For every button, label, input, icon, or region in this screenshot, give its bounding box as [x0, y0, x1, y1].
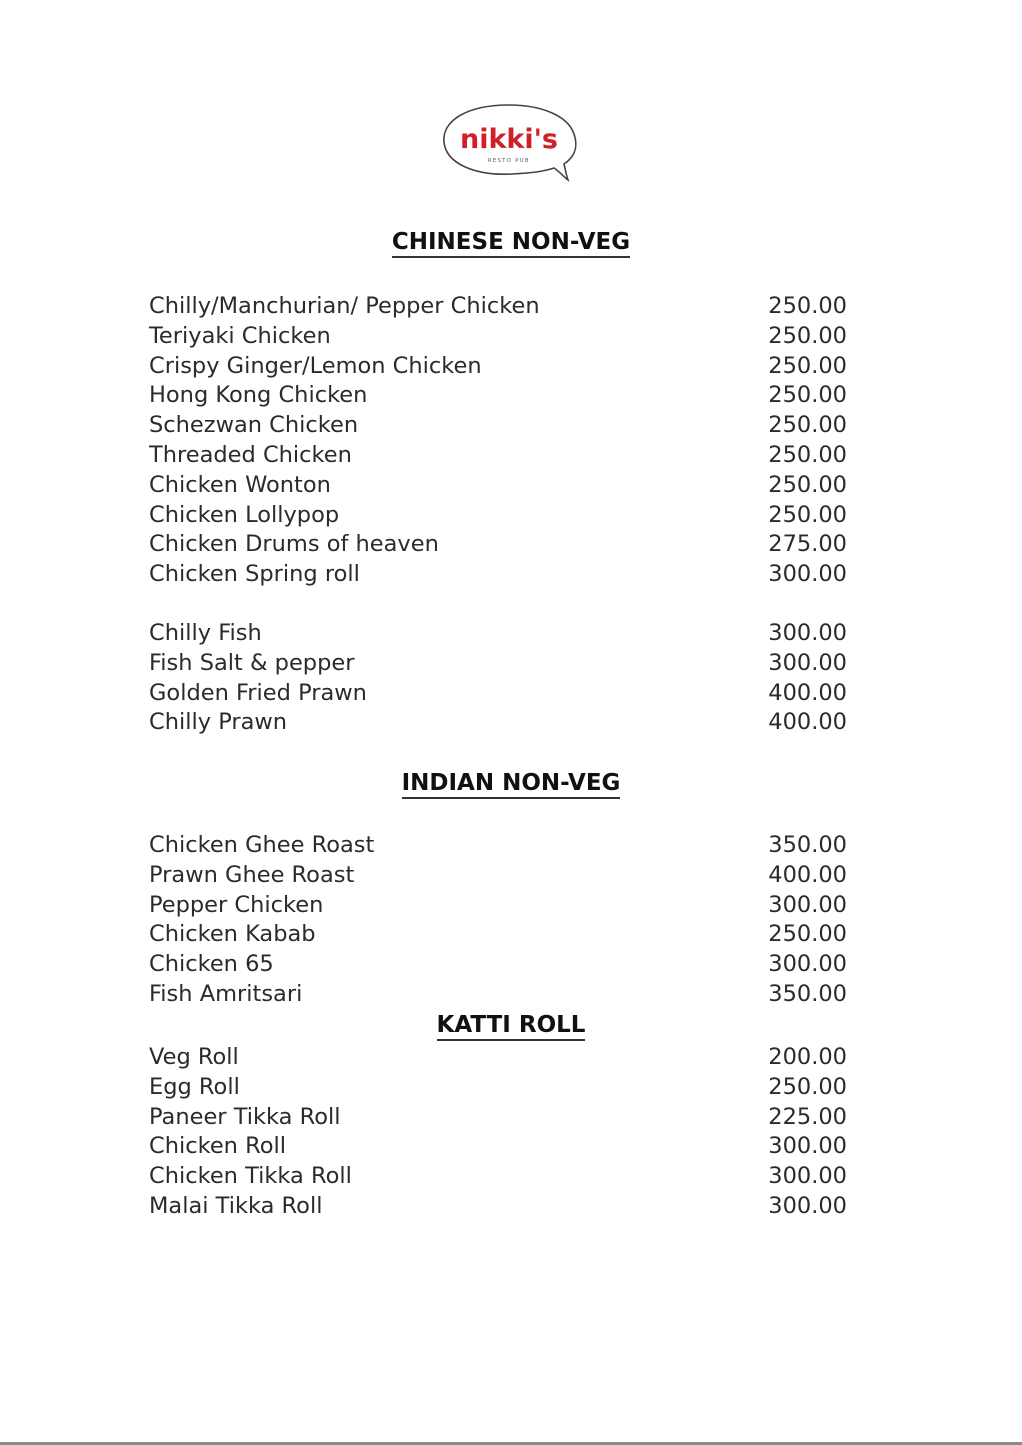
- menu-item: [149, 980, 849, 1010]
- item-price: 250.00: [768, 293, 847, 319]
- item-price: 300.00: [768, 561, 847, 588]
- item-name: Prawn Ghee Roast: [149, 861, 355, 888]
- item-price: 300.00: [768, 891, 847, 918]
- menu-item: [149, 352, 849, 382]
- item-price: 400.00: [768, 709, 847, 736]
- item-price: 200.00: [768, 1044, 847, 1070]
- menu-list-indian-non-veg: [149, 831, 849, 1010]
- item-price: 350.00: [768, 980, 847, 1007]
- menu-item: [149, 920, 849, 950]
- menu-item: [149, 441, 849, 471]
- menu-item: [149, 1132, 849, 1162]
- item-price: 400.00: [768, 861, 847, 888]
- item-name: Teriyaki Chicken: [149, 322, 331, 349]
- item-name: Hong Kong Chicken: [149, 382, 368, 409]
- item-price: 400.00: [768, 679, 847, 706]
- item-price: 300.00: [768, 620, 847, 646]
- menu-item: [149, 381, 849, 411]
- item-name: Golden Fried Prawn: [149, 679, 367, 706]
- item-price: 300.00: [768, 649, 847, 676]
- item-name: Chicken Lollypop: [149, 501, 340, 528]
- svg-text:RESTO PUB: RESTO PUB: [488, 158, 530, 164]
- item-price: 300.00: [768, 1133, 847, 1160]
- item-name: Chicken Wonton: [149, 471, 331, 498]
- menu-item: [149, 292, 849, 322]
- menu-list-katti-roll: [149, 1043, 849, 1222]
- item-name: Chicken Ghee Roast: [149, 832, 375, 858]
- item-name: Chicken Drums of heaven: [149, 531, 439, 558]
- item-name: Chicken Kabab: [149, 921, 316, 948]
- svg-text:nikki's: nikki's: [460, 124, 558, 155]
- item-price: 250.00: [768, 1073, 847, 1100]
- item-price: 250.00: [768, 322, 847, 349]
- item-name: Fish Amritsari: [149, 980, 303, 1007]
- item-name: Crispy Ginger/Lemon Chicken: [149, 352, 482, 379]
- section-title-katti-roll: KATTI ROLL: [0, 1012, 1022, 1038]
- menu-list-chinese-seafood: [149, 619, 849, 738]
- item-price: 250.00: [768, 412, 847, 439]
- item-price: 350.00: [768, 832, 847, 858]
- item-name: Chicken 65: [149, 951, 274, 978]
- menu-item: [149, 1103, 849, 1133]
- item-name: Chilly/Manchurian/ Pepper Chicken: [149, 293, 540, 319]
- menu-item: [149, 649, 849, 679]
- menu-item: [149, 1162, 849, 1192]
- item-name: Egg Roll: [149, 1073, 240, 1100]
- item-name: Chilly Fish: [149, 620, 262, 646]
- item-name: Pepper Chicken: [149, 891, 324, 918]
- menu-item: [149, 1073, 849, 1103]
- menu-item: [149, 501, 849, 531]
- item-price: 275.00: [768, 531, 847, 558]
- menu-item: [149, 950, 849, 980]
- menu-item: [149, 411, 849, 441]
- menu-item: [149, 619, 849, 649]
- menu-item: [149, 1192, 849, 1222]
- menu-list-chinese-chicken: [149, 292, 849, 590]
- item-name: Threaded Chicken: [149, 441, 352, 468]
- section-title-indian-non-veg: INDIAN NON-VEG: [0, 770, 1022, 796]
- speech-bubble-logo-icon: [438, 102, 580, 184]
- menu-item: [149, 1043, 849, 1073]
- menu-item: [149, 861, 849, 891]
- menu-item: [149, 831, 849, 861]
- item-price: 250.00: [768, 382, 847, 409]
- item-name: Fish Salt & pepper: [149, 649, 355, 676]
- item-name: Chilly Prawn: [149, 709, 288, 736]
- item-name: Schezwan Chicken: [149, 412, 359, 439]
- item-price: 250.00: [768, 352, 847, 379]
- item-price: 250.00: [768, 501, 847, 528]
- menu-item: [149, 891, 849, 921]
- item-price: 250.00: [768, 441, 847, 468]
- item-price: 300.00: [768, 951, 847, 978]
- menu-item: [149, 560, 849, 590]
- item-name: Paneer Tikka Roll: [149, 1103, 341, 1130]
- menu-item: [149, 471, 849, 501]
- section-title-chinese-non-veg: CHINESE NON-VEG: [0, 229, 1022, 255]
- item-price: 250.00: [768, 921, 847, 948]
- menu-item: [149, 708, 849, 738]
- item-name: Malai Tikka Roll: [149, 1192, 323, 1219]
- menu-item: [149, 530, 849, 560]
- item-price: 225.00: [768, 1103, 847, 1130]
- menu-item: [149, 679, 849, 709]
- brand-logo: [438, 102, 580, 184]
- item-price: 250.00: [768, 471, 847, 498]
- item-name: Veg Roll: [149, 1044, 239, 1070]
- item-name: Chicken Spring roll: [149, 561, 360, 588]
- item-name: Chicken Roll: [149, 1133, 286, 1160]
- menu-item: [149, 322, 849, 352]
- item-name: Chicken Tikka Roll: [149, 1163, 352, 1190]
- item-price: 300.00: [768, 1163, 847, 1190]
- item-price: 300.00: [768, 1192, 847, 1219]
